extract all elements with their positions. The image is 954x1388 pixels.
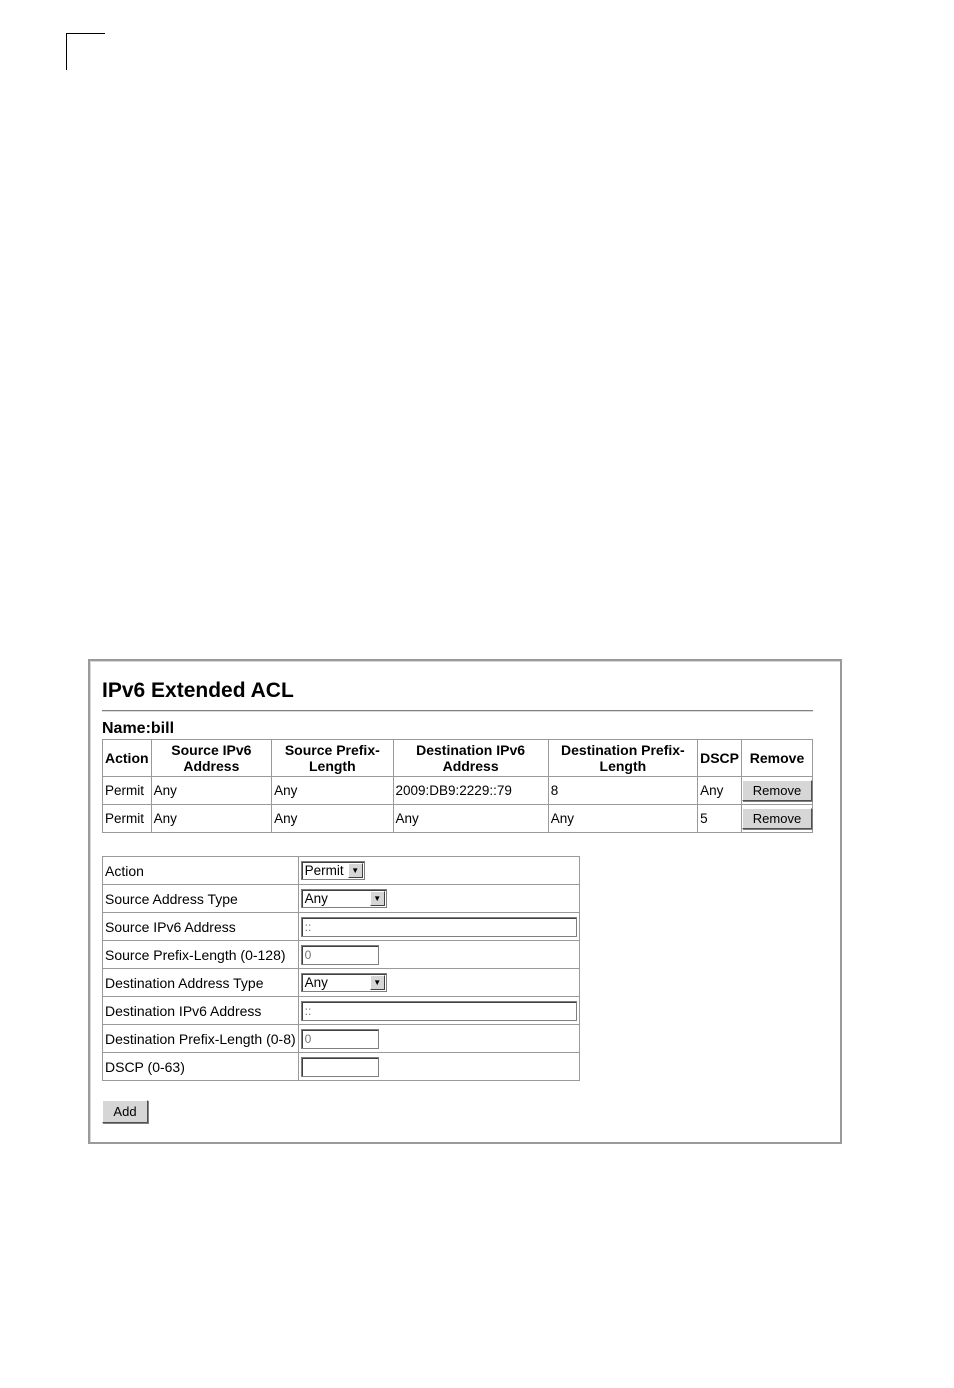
form-row-source-prefix [103,941,580,969]
action-cell [298,857,579,885]
destination-address-cell [298,997,579,1025]
form-row-destination-prefix [103,1025,580,1053]
destination-type-select-value: Any [304,975,328,990]
destination-address-type-select[interactable] [301,973,387,992]
page-title: IPv6 Extended ACL [102,679,294,702]
source-address-cell [298,913,579,941]
add-button[interactable]: Add [102,1100,148,1123]
acl-name [102,720,174,738]
source-address-label: Source IPv6 Address [103,913,299,941]
add-rule-form [102,856,580,1081]
source-prefix-label: Source Prefix-Length (0-128) [103,941,299,969]
header-action: Action [103,740,152,777]
destination-ipv6-address-input[interactable] [301,1001,577,1021]
chevron-down-icon[interactable]: ▼ [370,891,385,906]
dscp-label: DSCP (0-63) [103,1053,299,1081]
header-destination-prefix: Destination Prefix-Length [548,740,697,777]
chevron-down-icon[interactable]: ▼ [370,975,385,990]
chevron-down-icon[interactable]: ▼ [348,863,363,878]
destination-address-label: Destination IPv6 Address [103,997,299,1025]
dscp-cell [298,1053,579,1081]
remove-button[interactable]: Remove [742,808,812,829]
header-destination-address: Destination IPv6 Address [393,740,548,777]
action-select[interactable] [301,861,365,880]
cell-destination-prefix: 8 [548,777,697,805]
header-source-prefix: Source Prefix-Length [272,740,393,777]
source-ipv6-address-input[interactable] [301,917,577,937]
cell-source-address: Any [151,805,272,833]
cell-dscp: 5 [698,805,742,833]
crop-mark [66,33,105,70]
acl-panel [88,659,842,1144]
destination-prefix-length-input[interactable] [301,1029,379,1049]
form-row-destination-type [103,969,580,997]
source-type-label: Source Address Type [103,885,299,913]
source-prefix-length-input[interactable] [301,945,379,965]
cell-source-address: Any [151,777,272,805]
cell-dscp: Any [698,777,742,805]
dscp-input[interactable] [301,1057,379,1077]
cell-destination-prefix: Any [548,805,697,833]
destination-type-cell [298,969,579,997]
rules-table [102,739,813,833]
header-dscp: DSCP [698,740,742,777]
cell-action: Permit [103,805,152,833]
form-row-source-address [103,913,580,941]
cell-source-prefix: Any [272,805,393,833]
acl-name-label: Name: [102,720,151,737]
source-type-select-value: Any [304,891,328,906]
table-row [103,805,813,833]
cell-remove [742,777,813,805]
cell-destination-address: 2009:DB9:2229::79 [393,777,548,805]
destination-prefix-label: Destination Prefix-Length (0-8) [103,1025,299,1053]
table-row [103,777,813,805]
title-divider [102,710,813,712]
destination-prefix-cell [298,1025,579,1053]
form-row-action [103,857,580,885]
cell-source-prefix: Any [272,777,393,805]
destination-type-label: Destination Address Type [103,969,299,997]
form-row-dscp [103,1053,580,1081]
remove-button[interactable]: Remove [742,780,812,801]
action-select-value: Permit [304,863,344,878]
cell-remove [742,805,813,833]
header-remove: Remove [742,740,813,777]
source-type-cell [298,885,579,913]
form-row-destination-address [103,997,580,1025]
source-address-type-select[interactable] [301,889,387,908]
form-row-source-type [103,885,580,913]
rules-header-row [103,740,813,777]
header-source-address: Source IPv6 Address [151,740,272,777]
cell-destination-address: Any [393,805,548,833]
action-label: Action [103,857,299,885]
cell-action: Permit [103,777,152,805]
acl-name-value: bill [150,720,175,737]
source-prefix-cell [298,941,579,969]
